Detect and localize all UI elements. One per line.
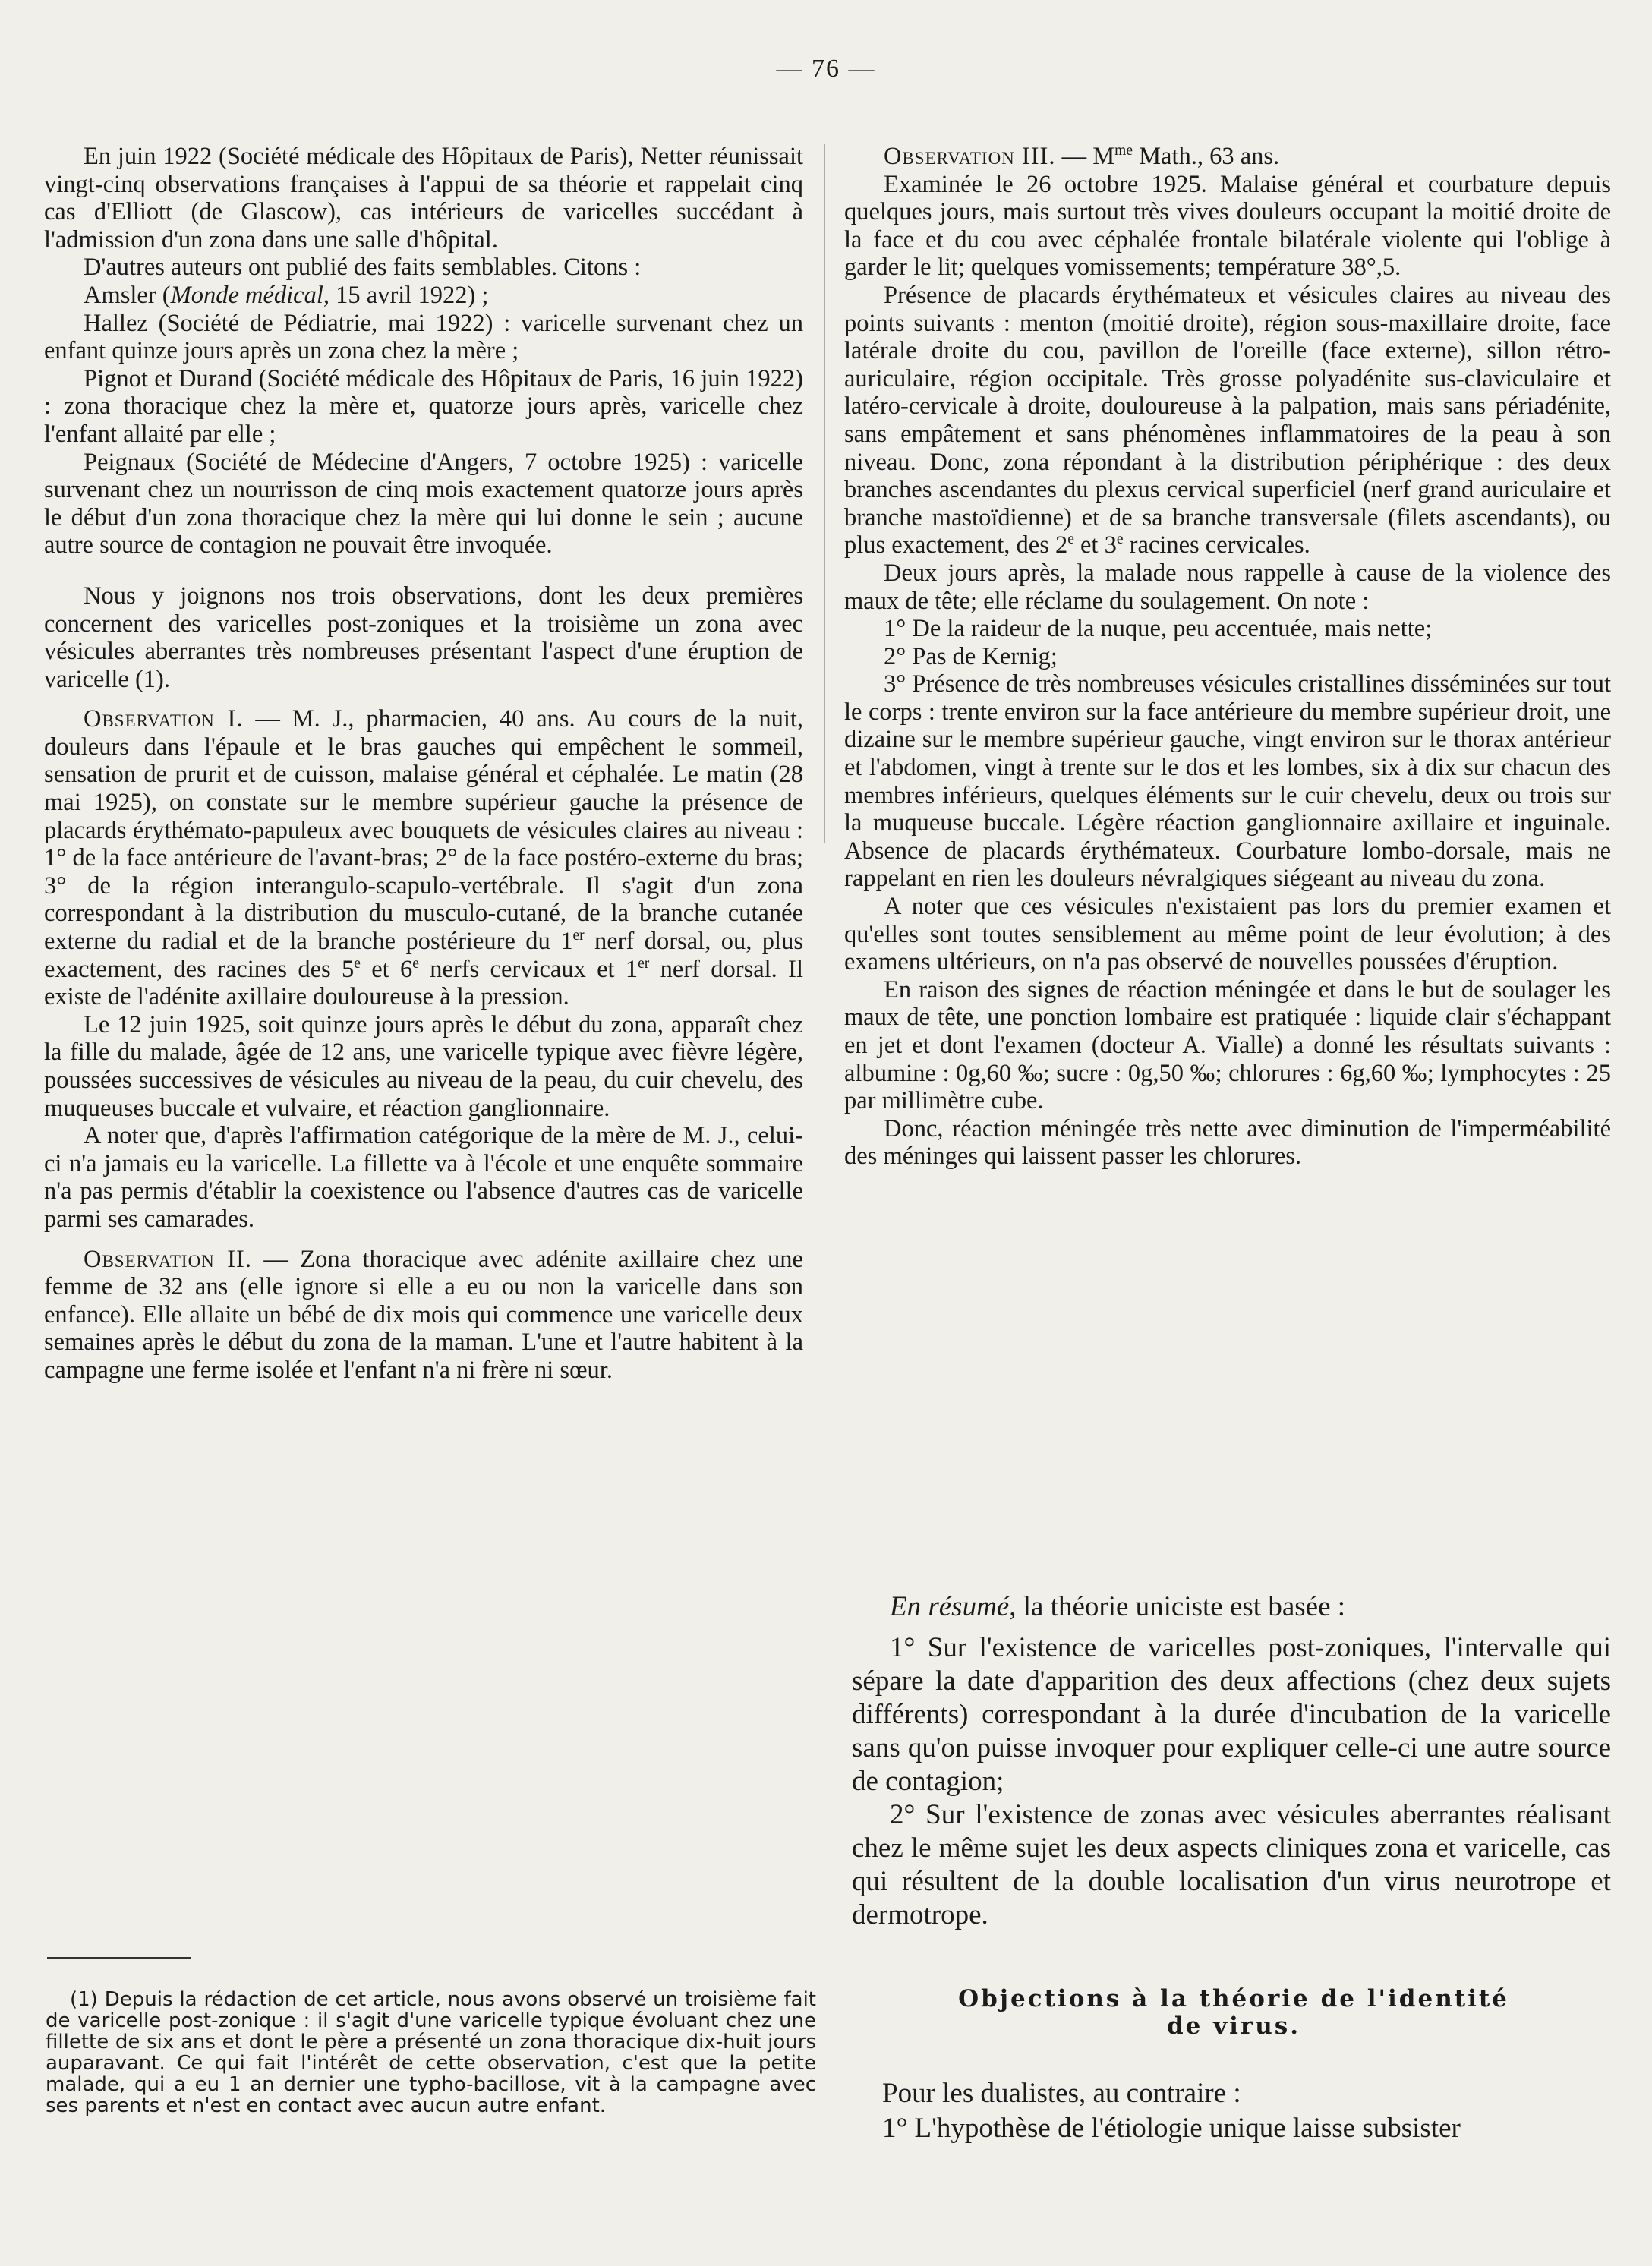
- paragraph-dualistes: Pour les dualistes, au contraire :: [882, 2078, 1241, 2109]
- list-item: 1° De la raideur de la nuque, peu accentuée, mais nette;: [884, 615, 1433, 643]
- observation-3-heading: Observation III. — $M^{me}$ Math., 63 ans.: [884, 143, 1280, 170]
- column-divider: [824, 144, 825, 843]
- summary-item: 1° Sur l'existence de varicelles post-zoniques, l'intervalle qui sépare la date d'apparition des deux affections (chez deux sujets différents) correspondant à la durée d'incubation de la varicelle sans qu'on puisse invoquer pour expliquer celle-ci une autre source de contagion;: [852, 1632, 1611, 1797]
- journal-name: Monde médical: [170, 281, 323, 309]
- footnote-text: (1) Depuis la rédaction de cet article, nous avons observé un troisième fait de varicelle post-zonique : il s'agit d'une varicelle typique évoluant chez une fillette de six ans et dont le père a présenté un zona thoracique dix-huit jours auparavant. Ce qui fait l'intérêt de cette observation, c'est que la petite malade, qui a eu 1 an dernier une typho-bacillose, vit à la campagne avec ses parents et n'est en contact avec aucun autre enfant.: [46, 1988, 816, 2117]
- observation-label: Observation III.: [884, 143, 1056, 170]
- observation-3-conclusion: Donc, réaction méningée très nette avec diminution de l'imperméabilité des méninges qui laissent passer les chlorures.: [844, 1114, 1611, 1171]
- observation-label: Observation I.: [84, 705, 244, 733]
- list-item: 3° Présence de très nombreuses vésicules cristallines disséminées sur tout le corps : trente environ sur la face antérieure du membre supérieur droit, une dizaine sur le membre supérieur gauche, vingt environ sur le thorax antérieur et l'abdomen, vingt à trente sur le dos et les lombes, six à dix sur chacun des membres inférieurs, quelques éléments sur le cuir chevelu, deux ou trois sur la muqueuse buccale. Légère réaction ganglionnaire axillaire et inguinale. Absence de placards érythémateux. Courbature lombo-dorsale, mais ne rappelant en rien les douleurs névralgiques siégeant au niveau du zona.: [844, 670, 1611, 893]
- observation-1-varicelle: Le 12 juin 1925, soit quinze jours après le début du zona, apparaît chez la fille du malade, âgée de 12 ans, une varicelle typique avec fièvre légère, poussées successives de vésicules au niveau de la peau, du cuir chevelu, des muqueuses buccale et vulvaire, et réaction ganglionnaire.: [44, 1010, 803, 1122]
- observation-1: Observation I. — M. J., pharmacien, 40 ans. Au cours de la nuit, douleurs dans l'épaule et le bras gauches qui empêchent le sommeil, sensation de prurit et de cuisson, malaise général et céphalée. Le matin (28 mai 1925), on constate sur le membre supérieur gauche la présence de placards érythémato-papuleux avec bouquets de vésicules claires au niveau : 1° de la face antérieure de l'avant-bras; 2° de la face postéro-externe du bras; 3° de la région interangulo-scapulo-vertébrale. Il s'agit d'un zona correspondant à la distribution du musculo-cutané, de la branche cutanée externe du radial et de la branche postérieure du 1er nerf dorsal, ou, plus exactement, des racines des 5e et 6e nerfs cervicaux et 1er nerf dorsal. Il existe de l'adénite axillaire douloureuse à la pression.: [44, 705, 803, 1011]
- citation-amsler: Amsler (Monde médical, 15 avril 1922) ;: [84, 281, 489, 309]
- right-column: [844, 143, 1611, 1171]
- observation-2: Observation II. — Zona thoracique avec adénite axillaire chez une femme de 32 ans (elle ignore si elle a eu ou non la varicelle dans son enfance). Elle allaite un bébé de dix mois qui commence une varicelle deux semaines après le début du zona de la maman. L'une et l'autre habitent à la campagne une ferme isolée et l'enfant n'a ni frère ni sœur.: [44, 1245, 803, 1384]
- citation-pignot: Pignot et Durand (Société médicale des Hôpitaux de Paris, 16 juin 1922) : zona thoracique chez la mère et, quatorze jours après, varicelle chez l'enfant allaité par elle ;: [44, 364, 803, 448]
- footnote: [46, 1989, 816, 2116]
- page-number: — 76 —: [776, 55, 876, 83]
- list-item: 2° Pas de Kernig;: [884, 642, 1058, 670]
- observation-3-placards: Présence de placards érythémateux et vésicules claires au niveau des points suivants : menton (moitié droite), région sous-maxillaire droite, face latérale droite du cou, pavillon de l'oreille (face externe), sillon rétro-auriculaire, région occipitale. Très grosse polyadénite sus-claviculaire et latéro-cervicale à droite, douloureuse à la palpation, mais sans périadénite, sans empâtement et sans phénomènes inflammatoires de la peau à son niveau. Donc, zona répondant à la distribution périphérique : des deux branches ascendantes du plexus cervical superficiel (nerf grand auriculaire et branche mastoïdienne) et de sa branche transversale (filets ascendants), ou plus exactement, des 2e et 3e racines cervicales.: [844, 281, 1611, 559]
- footnote-rule: [47, 1957, 191, 1959]
- observation-1-note: A noter que, d'après l'affirmation catégorique de la mère de M. J., celui-ci n'a jamais eu la varicelle. La fillette va à l'école et une enquête sommaire n'a pas permis d'établir la coexistence ou l'absence d'autres cas de varicelle parmi ses camarades.: [44, 1122, 803, 1233]
- summary: [852, 1590, 1611, 1932]
- citation-peignaux: Peignaux (Société de Médecine d'Angers, 7 octobre 1925) : varicelle survenant chez un nourrisson de cinq mois exactement quatorze jours après le début d'un zona thoracique chez la mère qui lui donne le sein ; aucune autre source de contagion ne pouvait être invoquée.: [44, 448, 803, 559]
- paragraph-joignons: Nous y joignons nos trois observations, dont les deux premières concernent des varicelles post-zoniques et la troisième un zona avec vésicules aberrantes très nombreuses présentant l'aspect d'une éruption de varicelle (1).: [44, 581, 803, 693]
- paragraph-hypothese: 1° L'hypothèse de l'étiologie unique laisse subsister: [882, 2113, 1461, 2144]
- section-heading: Objections à la théorie de l'identité de virus.: [958, 1985, 1509, 2040]
- summary-intro: En résumé, la théorie uniciste est basée :: [890, 1591, 1346, 1622]
- left-column: [44, 143, 803, 1385]
- summary-item: 2° Sur l'existence de zonas avec vésicules aberrantes réalisant chez le même sujet les deux aspects cliniques zona et varicelle, cas qui résultent de la double localisation d'un virus neurotrope et dermotrope.: [852, 1799, 1611, 1930]
- paragraph-netter: En juin 1922 (Société médicale des Hôpitaux de Paris), Netter réunissait vingt-cinq observations françaises à l'appui de sa théorie et rappelait cinq cas d'Elliott (de Glascow), cas intérieurs de varicelles succédant à l'admission d'un zona dans une salle d'hôpital.: [44, 143, 803, 254]
- observation-3-evolution: A noter que ces vésicules n'existaient pas lors du premier examen et qu'elles sont toutes sensiblement au même point de leur évolution; à des examens ultérieurs, on n'a pas observé de nouvelles poussées d'éruption.: [844, 893, 1611, 976]
- observation-3-examen: Examinée le 26 octobre 1925. Malaise général et courbature depuis quelques jours, mais surtout très vives douleurs occupant la moitié droite de la face et du cou avec céphalée frontale bilatérale violente qui l'oblige à garder le lit; quelques vomissements; température 38°,5.: [844, 170, 1611, 282]
- observation-3-ponction: En raison des signes de réaction méningée et dans le but de soulager les maux de tête, une ponction lombaire est pratiquée : liquide clair s'échappant en jet et dont l'examen (docteur A. Vialle) a donné les résultats suivants : albumine : 0g,60 ‰; sucre : 0g,50 ‰; chlorures : 6g,60 ‰; lymphocytes : 25 par millimètre cube.: [844, 975, 1611, 1115]
- conclusion: [852, 2076, 1611, 2146]
- paragraph-autres-auteurs: D'autres auteurs ont publié des faits semblables. Citons :: [84, 254, 642, 282]
- observation-label: Observation II.: [84, 1245, 252, 1273]
- observation-3-deux-jours: Deux jours après, la malade nous rappelle à cause de la violence des maux de tête; elle réclame du soulagement. On note :: [844, 559, 1611, 615]
- citation-hallez: Hallez (Société de Pédiatrie, mai 1922) : varicelle survenant chez un enfant quinze jours après un zona chez la mère ;: [44, 309, 803, 365]
